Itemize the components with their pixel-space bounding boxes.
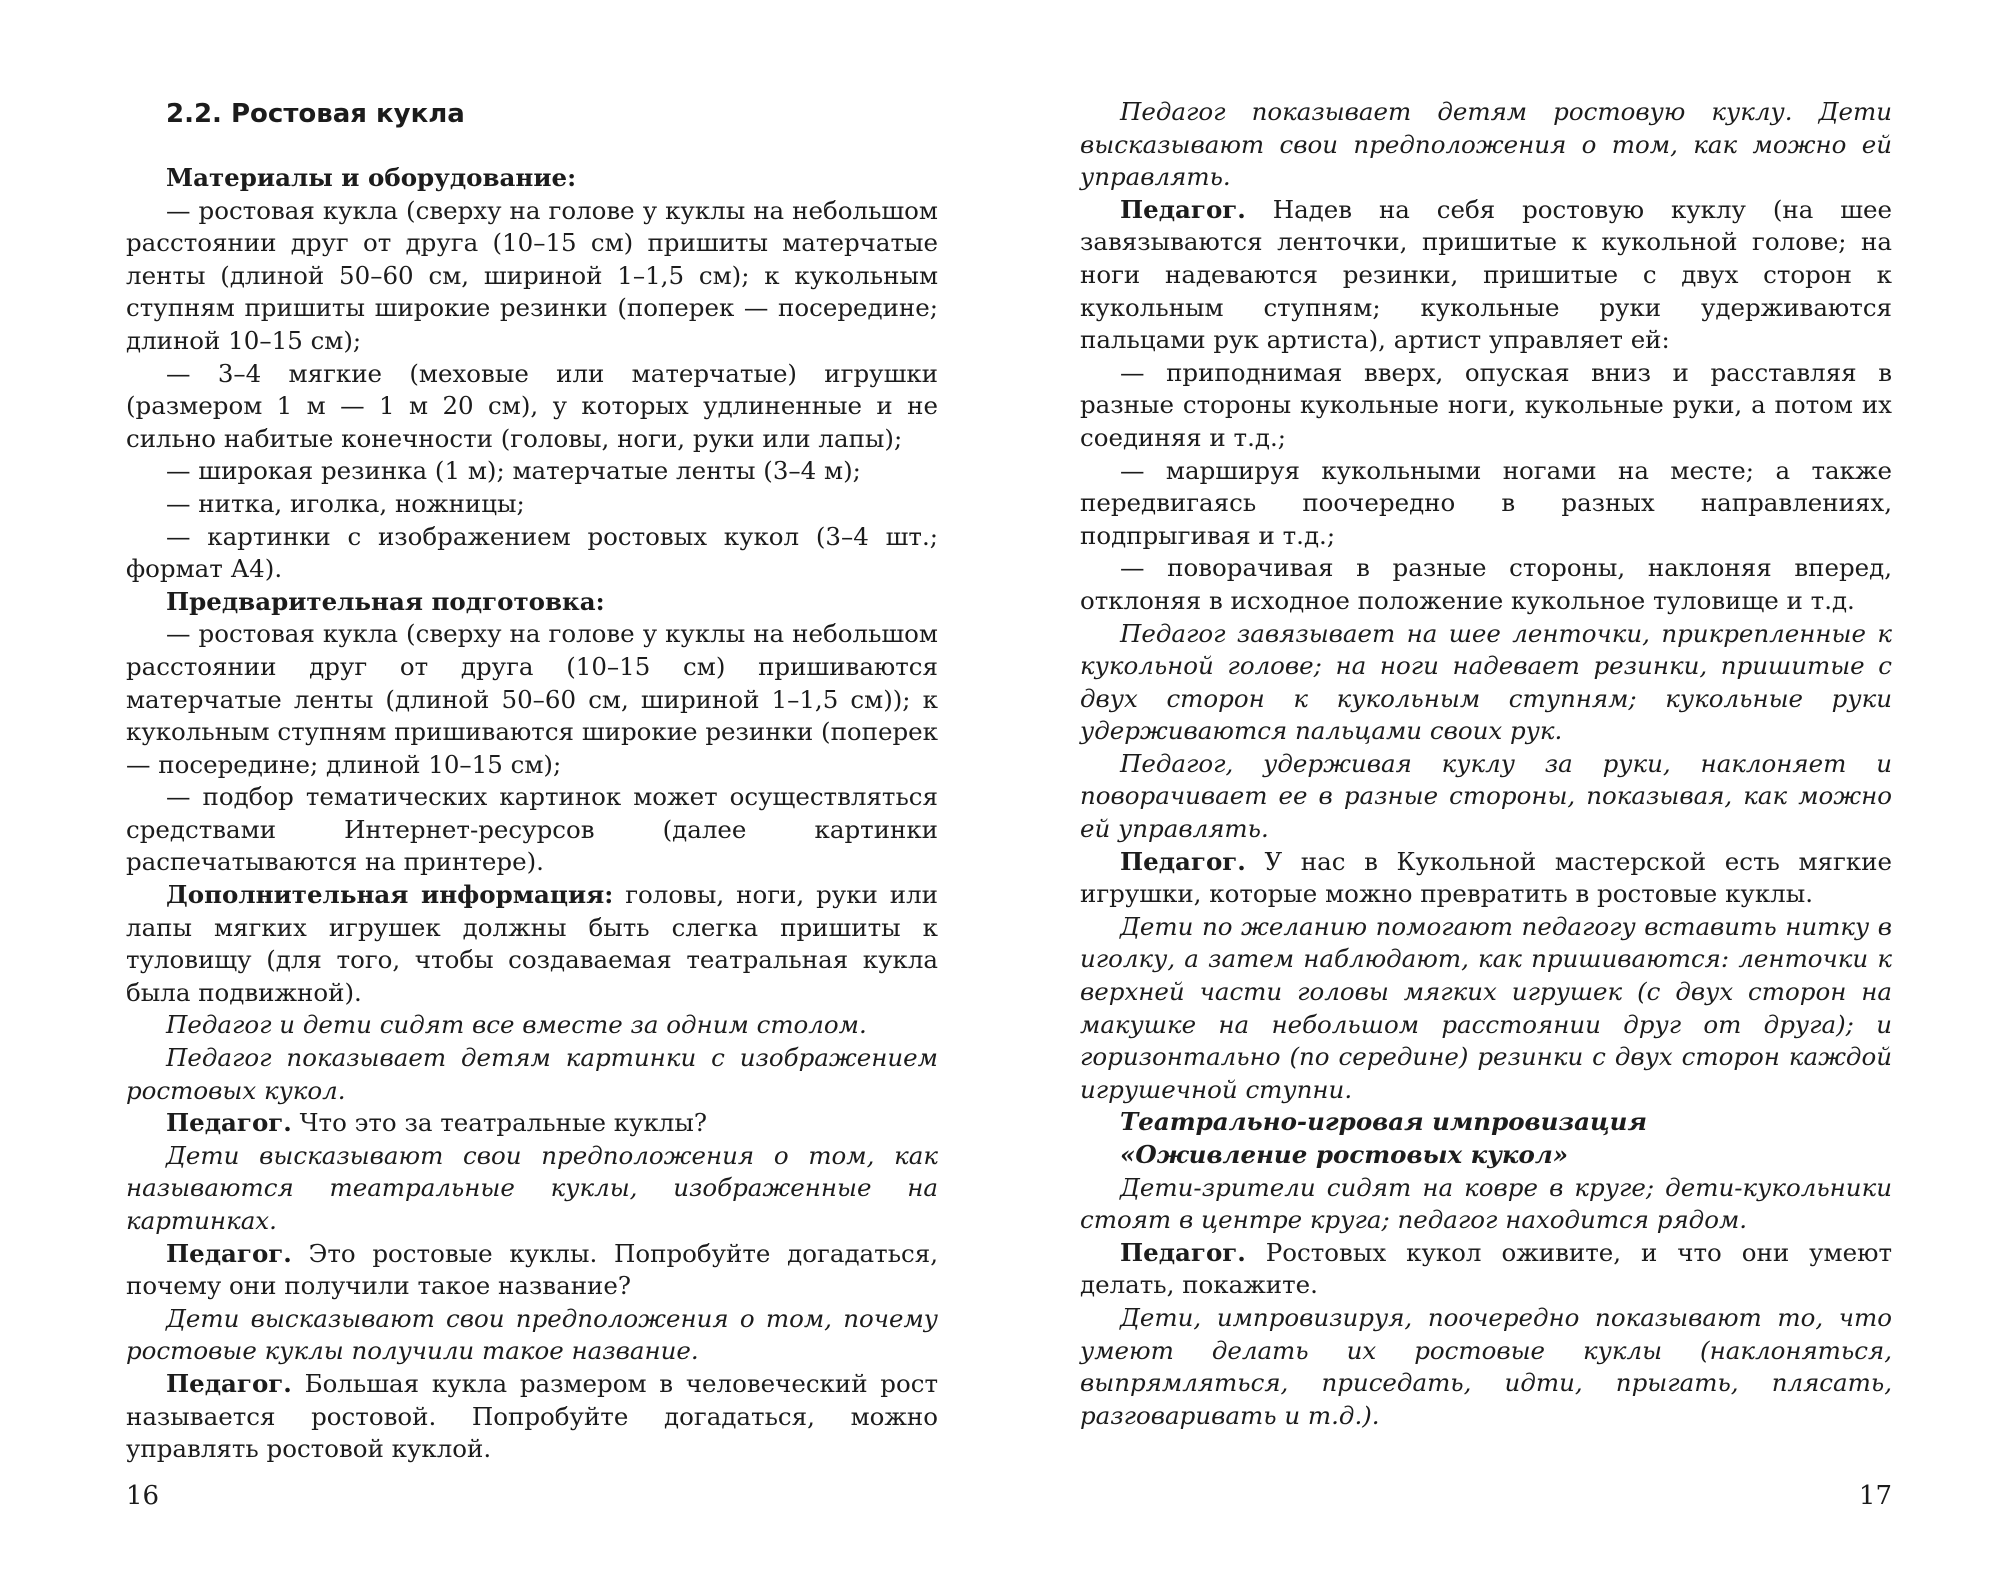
page-number-right: 17 — [1858, 1481, 1892, 1511]
page-number-left: 16 — [126, 1481, 160, 1511]
improv-subheading: «Оживление ростовых кукол» — [1120, 1140, 1569, 1169]
improv-heading: Театрально-игровая импровизация — [1120, 1107, 1647, 1137]
stage-direction: Дети-зрители сидят на ковре в круге; дети-кукольники стоят в центре круга; педагог находится рядом. — [1080, 1172, 1892, 1235]
stage-direction: Педагог, удерживая куклу за руки, наклоняет и поворачивает ее в разные стороны, показывая, как можно ей управлять. — [1080, 748, 1892, 844]
prep-item: — подбор тематических картинок может осуществляться средствами Интернет-ресурсов (далее картинки распечатываются на принтере). — [126, 782, 938, 877]
stage-direction: Педагог завязывает на шее ленточки, прикрепленные к кукольной голове; на ноги надевает резинки, пришитые с двух сторон к кукольным ступням; кукольные руки удерживаются пальцами своих рук. — [1080, 618, 1892, 746]
right-page-text — [1080, 96, 1892, 1432]
stage-direction: Дети по желанию помогают педагогу вставить нитку в иголку, а затем наблюдают, как пришиваются: ленточки к верхней части головы мягких игрушек (с двух сторон на макушке на небольшом расстоянии друг от друга); и горизонтально (по середине) резинки с двух сторон каждой игрушечной ступни. — [1080, 911, 1892, 1104]
extra-info-text: головы, ноги, руки или лапы мягких игрушек должны быть слегка пришиты к туловищу (для того, чтобы создаваемая театральная кукла была подвижной). — [126, 880, 938, 1007]
extra-info-label: Дополнительная информация: — [166, 880, 614, 910]
teacher-speech: Что это за театральные куклы? — [291, 1108, 707, 1138]
action-item: — маршируя кукольными ногами на месте; а также передвигаясь поочередно в разных направлениях, подпрыгивая и т.д.; — [1080, 455, 1892, 550]
materials-item: — широкая резинка (1 м); матерчатые ленты (3–4 м); — [166, 456, 861, 486]
prep-item: — ростовая кукла (сверху на голове у куклы на небольшом расстоянии друг от друга (10–15 см) пришиваются матерчатые ленты (длиной 50–60 см, шириной 1–1,5 см)); к кукольным ступням пришиваются широкие резинки (поперек — посередине; длиной 10–15 см); — [126, 619, 938, 779]
teacher-speech: У нас в Кукольной мастерской есть мягкие игрушки, которые можно превратить в ростовые куклы. — [1080, 846, 1892, 909]
materials-item: — ростовая кукла (сверху на голове у куклы на небольшом расстоянии друг от друга (10–15 см) пришиты матерчатые ленты (длиной 50–60 см, шириной 1–1,5 см); к кукольным ступням пришиты широкие резинки (поперек — посередине; длиной 10–15 см); — [126, 195, 938, 355]
stage-direction: Педагог показывает детям ростовую куклу. Дети высказывают свои предположения о том, как можно ей управлять. — [1080, 97, 1892, 192]
teacher-line — [126, 1238, 938, 1303]
materials-item: — 3–4 мягкие (меховые или матерчатые) игрушки (размером 1 м — 1 м 20 см), у которых удлиненные и не сильно набитые конечности (головы, ноги, руки или лапы); — [126, 358, 938, 453]
extra-info-paragraph — [126, 879, 938, 1009]
teacher-line — [126, 1368, 938, 1466]
teacher-label: Педагог. — [166, 1238, 292, 1268]
stage-direction: Педагог и дети сидят все вместе за одним столом. — [166, 1010, 867, 1040]
teacher-line — [1080, 846, 1892, 911]
stage-direction: Дети высказывают свои предположения о том, как называются театральные куклы, изображенные на картинках. — [126, 1140, 938, 1235]
teacher-label: Педагог. — [1120, 846, 1246, 876]
left-page-text — [126, 96, 938, 1466]
stage-direction: Дети, импровизируя, поочередно показывают то, что умеют делать их ростовые куклы (наклоняться, выпрямляться, приседать, идти, прыгать, плясать, разговаривать и т.д.). — [1080, 1302, 1892, 1430]
materials-item: — нитка, иголка, ножницы; — [166, 488, 525, 518]
teacher-speech: Ростовых кукол оживите, и что они умеют делать, покажите. — [1080, 1237, 1892, 1300]
action-item: — поворачивая в разные стороны, наклоняя вперед, отклоняя в исходное положение кукольное туловище и т.д. — [1080, 553, 1892, 615]
stage-direction: Педагог показывает детям картинки с изображением ростовых кукол. — [126, 1043, 938, 1105]
teacher-label: Педагог. — [166, 1108, 292, 1138]
materials-item: — картинки с изображением ростовых кукол (3–4 шт.; формат А4). — [126, 521, 938, 584]
teacher-line — [1080, 1237, 1892, 1302]
section-title: 2.2. Ростовая кукла — [166, 99, 465, 129]
teacher-speech: Надев на себя ростовую куклу (на шее завязываются ленточки, пришитые к кукольной голове; на ноги надеваются резинки, пришитые с двух сторон к кукольным ступням; кукольные руки удерживаются пальцами рук артиста), артист управляет ей: — [1080, 194, 1892, 355]
teacher-line — [1080, 194, 1892, 357]
right-page — [1000, 0, 2000, 1578]
prep-heading: Предварительная подготовка: — [166, 586, 605, 616]
stage-direction: Дети высказывают свои предположения о том, почему ростовые куклы получили такое название. — [126, 1303, 938, 1366]
teacher-label: Педагог. — [166, 1368, 292, 1398]
teacher-speech: Большая кукла размером в человеческий рост называется ростовой. Попробуйте догадаться, можно управлять ростовой куклой. — [126, 1368, 938, 1464]
teacher-speech: Это ростовые куклы. Попробуйте догадаться, почему они получили такое название? — [126, 1238, 938, 1301]
teacher-line — [126, 1107, 938, 1140]
materials-heading: Материалы и оборудование: — [166, 163, 577, 192]
action-item: — приподнимая вверх, опуская вниз и расставляя в разные стороны кукольные ноги, кукольные руки, а потом их соединяя и т.д.; — [1080, 357, 1892, 452]
teacher-label: Педагог. — [1120, 1237, 1246, 1267]
teacher-label: Педагог. — [1120, 194, 1246, 224]
